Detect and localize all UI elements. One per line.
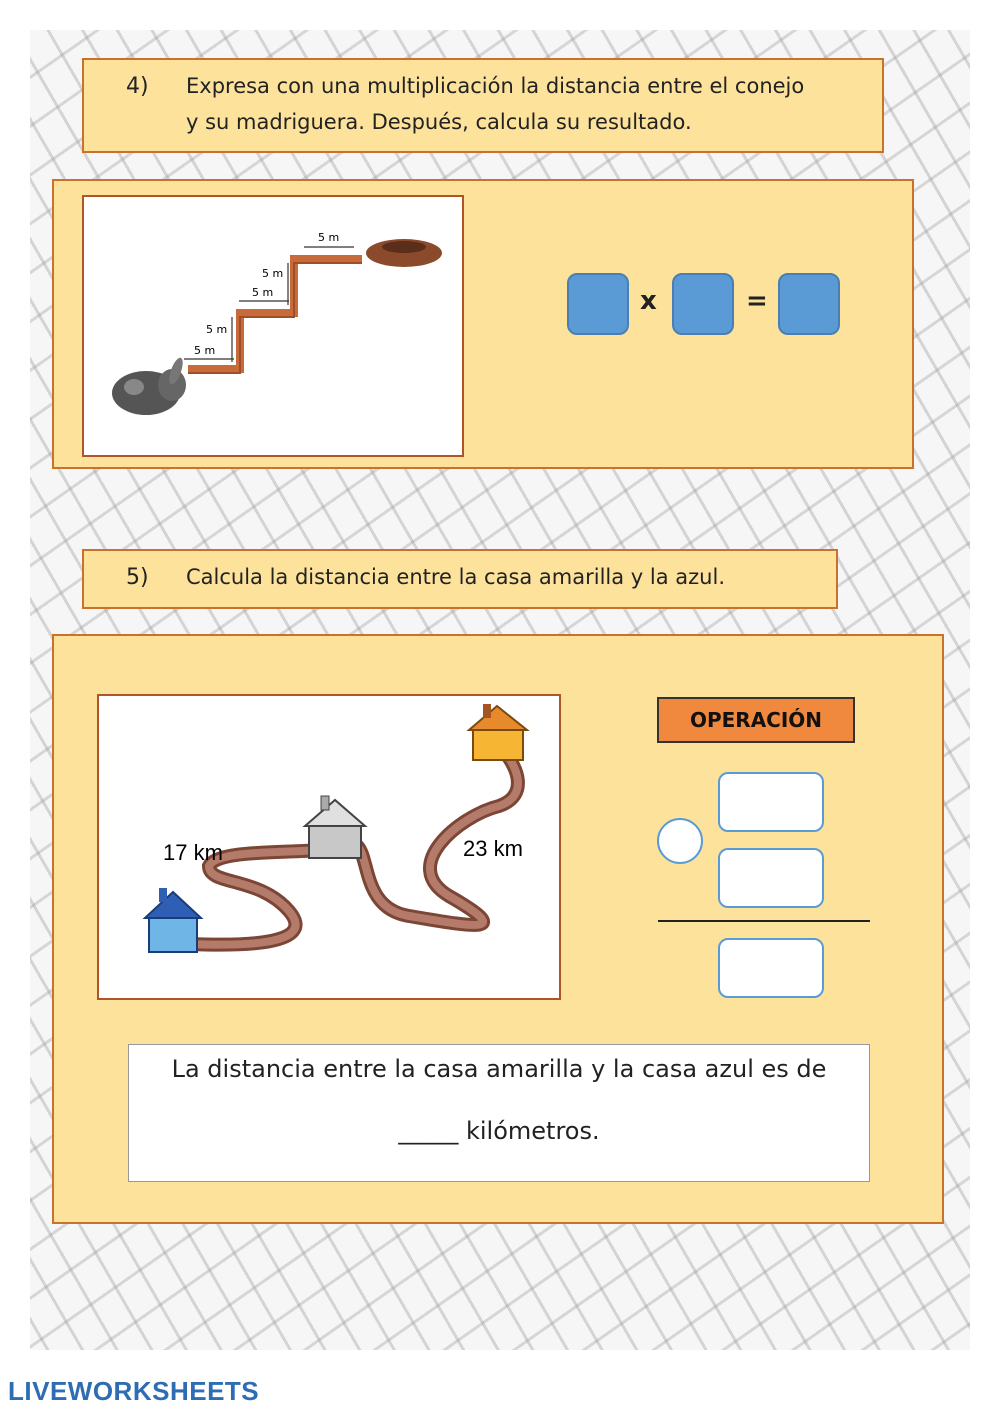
times-sign: x [640,286,657,316]
rabbit-icon [112,356,186,415]
equals-sign: = [746,286,768,316]
question5-header [82,549,838,609]
question4-line2: y su madriguera. Después, calcula su resultado. [186,110,692,134]
result-input[interactable] [718,938,824,998]
question5-text: Calcula la distancia entre la casa amarilla y la azul. [186,565,725,589]
step-label-5: 5 m [318,231,340,244]
question4-header [82,58,884,153]
product-input[interactable] [778,273,840,335]
factor2-input[interactable] [672,273,734,335]
question4-line1: Expresa con una multiplicación la distancia entre el conejo [186,74,805,98]
houses-map-image [97,694,561,1000]
grey-house-icon [305,796,365,858]
operation-sign-input[interactable] [657,818,703,864]
rabbit-stairs-image [82,195,464,457]
step-label-4: 5 m [262,267,284,280]
question5-panel [52,634,944,1224]
question4-panel [52,179,914,469]
distance-label-23: 23 km [463,836,523,861]
yellow-house-icon [469,704,527,760]
answer-line1: La distancia entre la casa amarilla y la casa azul es de [171,1055,827,1083]
factor1-input[interactable] [567,273,629,335]
operation-label [657,697,855,743]
answer-line2: _____ kilómetros. [398,1117,600,1145]
step-label-3: 5 m [252,286,274,299]
stairs-diagram [84,197,462,455]
liveworksheets-logo [8,1376,259,1407]
answer-box [128,1044,870,1182]
question5-number: 5) [126,565,149,590]
addend1-input[interactable] [718,772,824,832]
distance-label-17: 17 km [163,840,223,865]
logo-text: LIVEWORKSHEETS [8,1376,260,1406]
houses-diagram [99,696,559,998]
blue-house-icon [145,888,201,952]
sum-line [658,920,870,922]
step-label-1: 5 m [194,344,216,357]
step-label-2: 5 m [206,323,228,336]
addend2-input[interactable] [718,848,824,908]
question4-number: 4) [126,74,149,99]
operation-label-text: OPERACIÓN [689,708,823,732]
